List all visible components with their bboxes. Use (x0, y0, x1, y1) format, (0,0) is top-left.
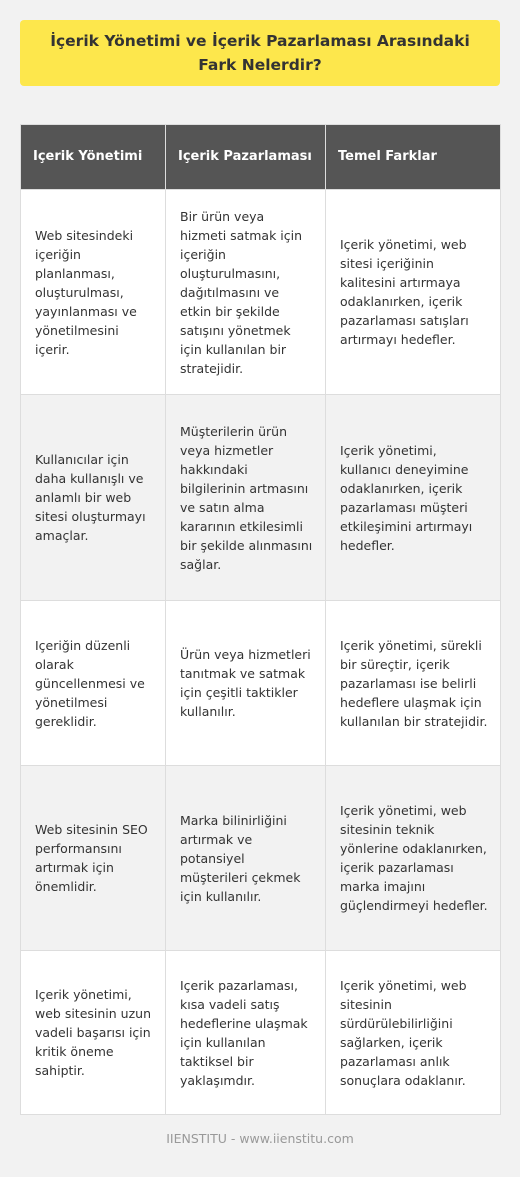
table-cell: Içerik yönetimi, web sitesinin uzun vadeli başarısı için kritik öneme sahiptir. (21, 951, 166, 1115)
table-header-row (21, 125, 501, 190)
table-row (21, 951, 501, 1115)
table-cell: Içerik yönetimi, web sitesinin sürdürülebilirliğini sağlarken, içerik pazarlaması anlık sonuçlara odaklanır. (326, 951, 501, 1115)
comparison-table (20, 124, 501, 1115)
table-cell: Web sitesinin SEO performansını artırmak için önemlidir. (21, 766, 166, 951)
column-header-key-differences: Temel Farklar (326, 125, 501, 190)
table-cell: Içerik yönetimi, kullanıcı deneyimine odaklanırken, içerik pazarlaması müşteri etkileşimini artırmayı hedefler. (326, 395, 501, 601)
table-row (21, 601, 501, 766)
table-cell: Içeriğin düzenli olarak güncellenmesi ve yönetilmesi gereklidir. (21, 601, 166, 766)
table-cell: Ürün veya hizmetleri tanıtmak ve satmak için çeşitli taktikler kullanılır. (166, 601, 326, 766)
table-cell: Içerik yönetimi, web sitesi içeriğinin kalitesini artırmaya odaklanırken, içerik pazarlaması satışları artırmayı hedefler. (326, 190, 501, 395)
table-cell: Içerik pazarlaması, kısa vadeli satış hedeflerine ulaşmak için kullanılan taktiksel bir yaklaşımdır. (166, 951, 326, 1115)
table-row (21, 190, 501, 395)
table-cell: Içerik yönetimi, web sitesinin teknik yönlerine odaklanırken, içerik pazarlaması marka imajını güçlendirmeyi hedefler. (326, 766, 501, 951)
column-header-content-management: Içerik Yönetimi (21, 125, 166, 190)
table-cell: Bir ürün veya hizmeti satmak için içeriğin oluşturulmasını, dağıtılmasını ve etkin bir şekilde satışını yönetmek için kullanılan bir stratejidir. (166, 190, 326, 395)
table-cell: Kullanıcılar için daha kullanışlı ve anlamlı bir web sitesi oluşturmayı amaçlar. (21, 395, 166, 601)
table-row (21, 395, 501, 601)
page-title: İçerik Yönetimi ve İçerik Pazarlaması Arasındaki Fark Nelerdir? (50, 32, 470, 74)
column-header-content-marketing: Içerik Pazarlaması (166, 125, 326, 190)
table-cell: Müşterilerin ürün veya hizmetler hakkındaki bilgilerinin artmasını ve satın alma kararının etkilesimli bir şekilde alınmasını sağlar. (166, 395, 326, 601)
title-banner (20, 20, 500, 86)
footer-credit: IIENSTITU - www.iienstitu.com (166, 1131, 354, 1146)
table-row (21, 766, 501, 951)
table-cell: Web sitesindeki içeriğin planlanması, oluşturulması, yayınlanması ve yönetilmesini içerir. (21, 190, 166, 395)
table-cell: Marka bilinirliğini artırmak ve potansiyel müşterileri çekmek için kullanılır. (166, 766, 326, 951)
table-cell: Içerik yönetimi, sürekli bir süreçtir, içerik pazarlaması ise belirli hedeflere ulaşmak için kullanılan bir stratejidir. (326, 601, 501, 766)
